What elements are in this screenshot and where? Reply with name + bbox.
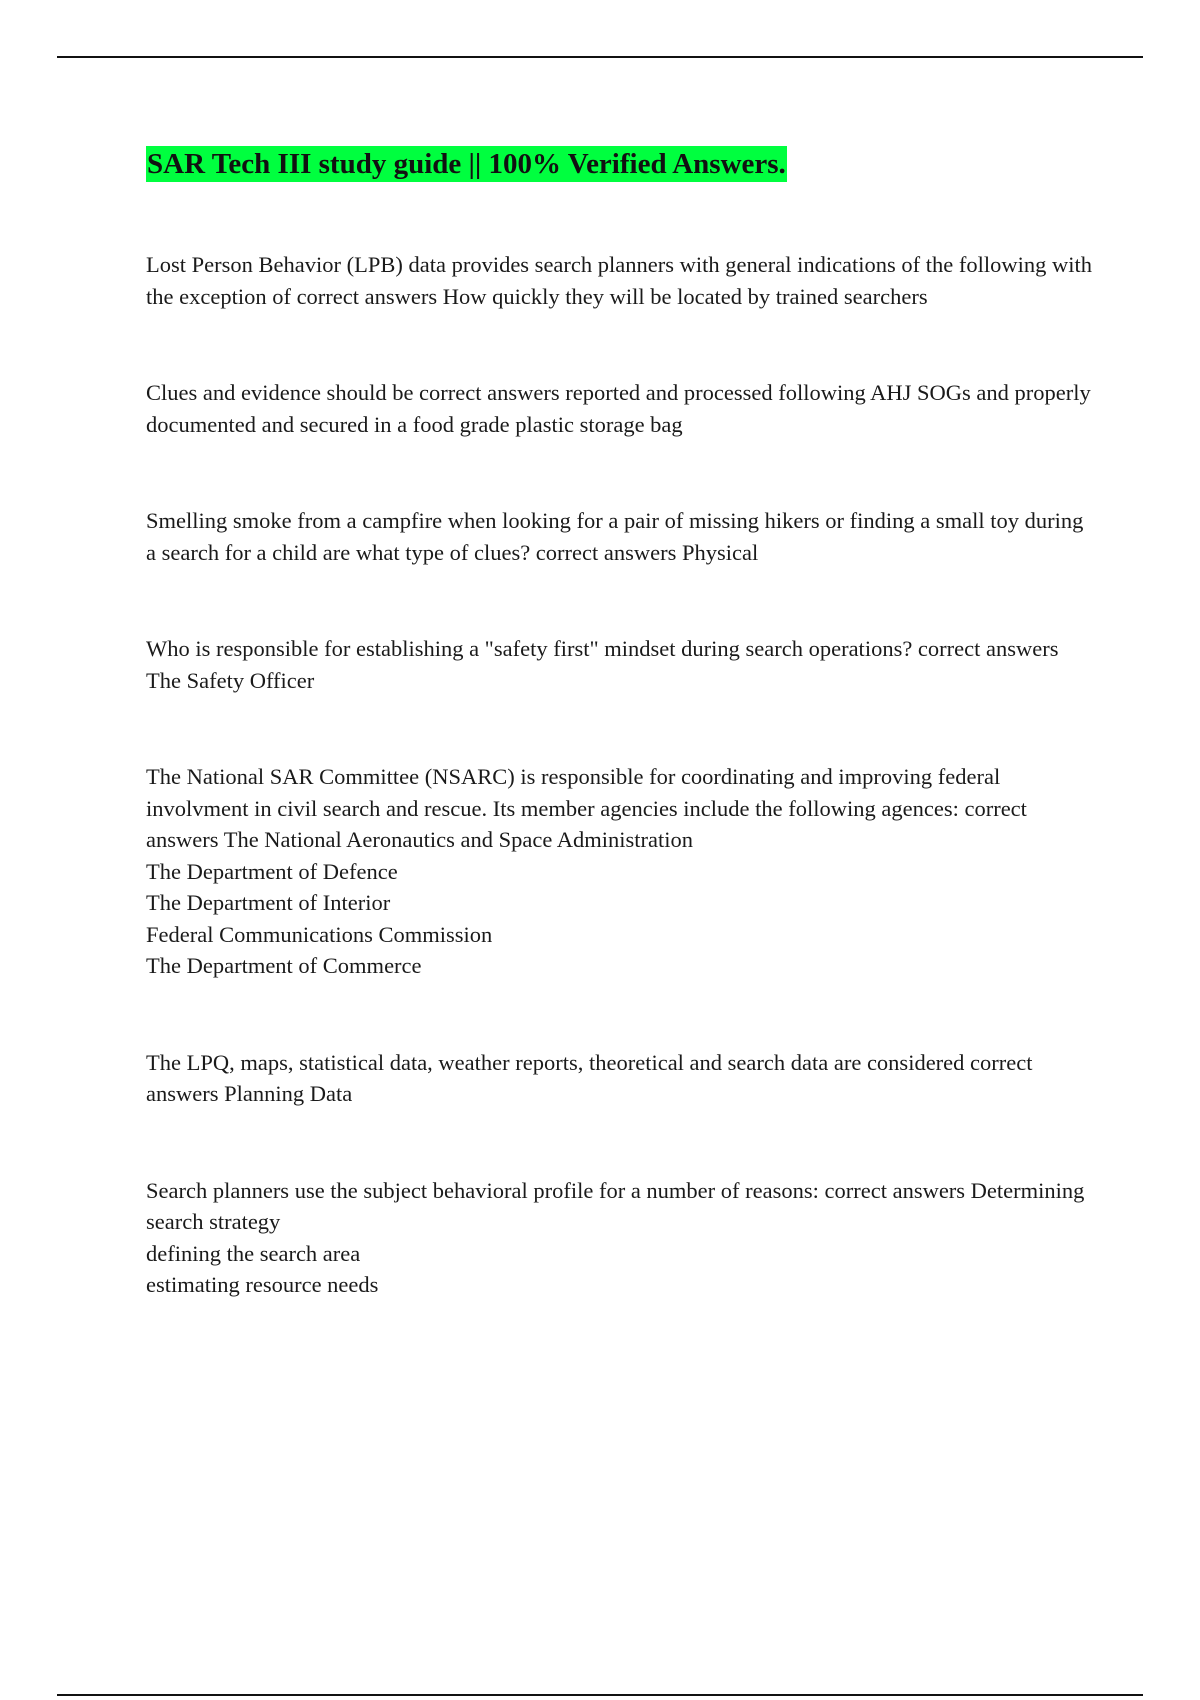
header-rule xyxy=(57,56,1143,58)
qa-subline: estimating resource needs xyxy=(146,1272,379,1297)
qa-item xyxy=(146,761,1096,982)
qa-text: The LPQ, maps, statistical data, weather reports, theoretical and search data are considered correct answers Planning Data xyxy=(146,1049,1033,1106)
qa-subline: Federal Communications Commission xyxy=(146,921,493,947)
qa-item xyxy=(146,1047,1096,1110)
qa-item xyxy=(146,249,1096,312)
qa-text: Smelling smoke from a campfire when looking for a pair of missing hikers or finding a small toy during a search for a child are what type of clues? correct answers Physical xyxy=(146,508,1084,565)
footer-rule xyxy=(57,1694,1143,1696)
qa-item xyxy=(146,633,1096,696)
qa-item xyxy=(146,1175,1096,1301)
qa-item xyxy=(146,505,1096,568)
qa-text: The National SAR Committee (NSARC) is responsible for coordinating and improving federal involvment in civil search and rescue. Its member agencies include the following agences: correct answers The National Aeronautics and Space Administration xyxy=(146,764,1027,852)
qa-subline: The Department of Interior xyxy=(146,890,391,915)
qa-subline: The Department of Defence xyxy=(146,858,398,884)
qa-subline: defining the search area xyxy=(146,1240,361,1266)
document-title: SAR Tech III study guide || 100% Verified Answers. xyxy=(147,148,786,180)
qa-text: Search planners use the subject behavioral profile for a number of reasons: correct answers Determining search strategy xyxy=(146,1177,1085,1234)
qa-subline: The Department of Commerce xyxy=(146,953,422,978)
document-body xyxy=(146,146,1096,1301)
qa-text: Clues and evidence should be correct answers reported and processed following AHJ SOGs and properly documented and secured in a food grade plastic storage bag xyxy=(146,380,1091,437)
qa-text: Who is responsible for establishing a "safety first" mindset during search operations? correct answers The Safety Officer xyxy=(146,636,1059,693)
qa-text: Lost Person Behavior (LPB) data provides search planners with general indications of the following with the exception of correct answers How quickly they will be located by trained searchers xyxy=(146,252,1093,309)
qa-item xyxy=(146,377,1096,440)
